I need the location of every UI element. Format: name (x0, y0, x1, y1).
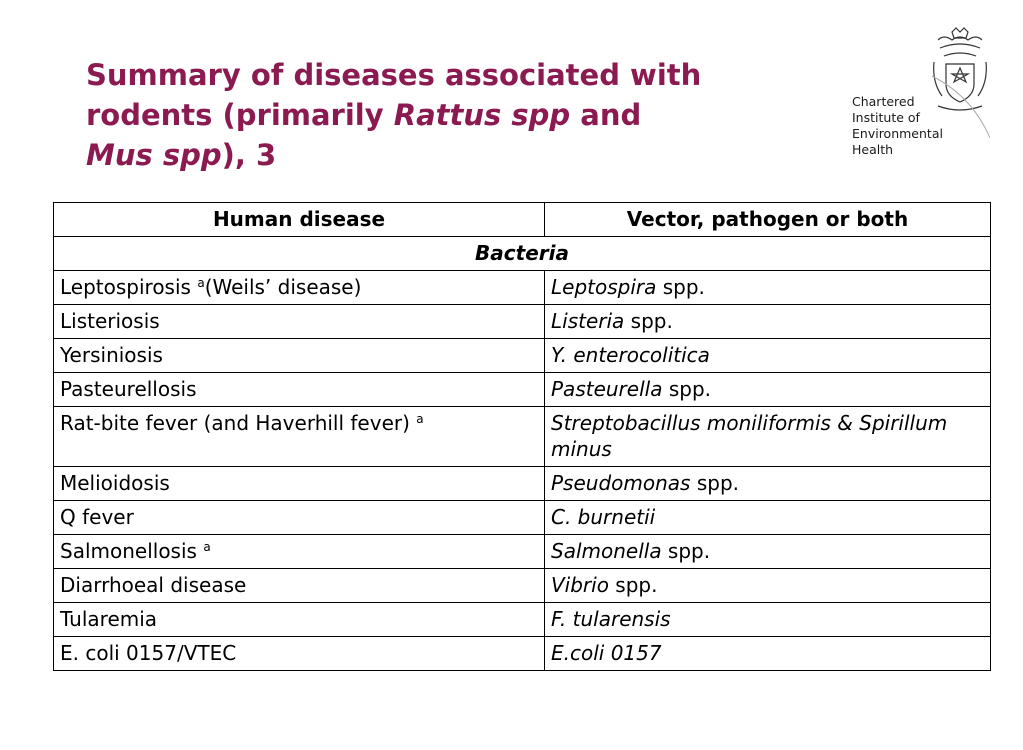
pathogen-name: E.coli 0157 (551, 641, 662, 665)
human-disease-cell (54, 637, 545, 671)
disease-name: Melioidosis (60, 471, 170, 495)
vector-pathogen-cell (545, 637, 991, 671)
group-label: Bacteria (54, 237, 991, 271)
human-disease-cell (54, 603, 545, 637)
table-row (54, 407, 991, 467)
org-name-line: Environmental (852, 126, 943, 141)
human-disease-cell (54, 467, 545, 501)
pathogen-name: Salmonella (551, 539, 662, 563)
human-disease-cell (54, 305, 545, 339)
pathogen-name: Streptobacillus moniliformis & Spirillum minus (551, 411, 948, 461)
pathogen-suffix: spp. (608, 573, 658, 597)
table-row (54, 467, 991, 501)
human-disease-cell (54, 339, 545, 373)
pathogen-name: Pasteurella (551, 377, 663, 401)
org-name-line: Chartered (852, 94, 915, 109)
footnote-marker: a (416, 412, 424, 426)
vector-pathogen-cell (545, 501, 991, 535)
pathogen-name: Vibrio (551, 573, 609, 597)
vector-pathogen-cell (545, 271, 991, 305)
title-genus-mus: Mus spp (86, 138, 222, 172)
disease-name: Listeriosis (60, 309, 160, 333)
vector-pathogen-cell (545, 535, 991, 569)
org-name-line: Institute of (852, 110, 920, 125)
slide-title (86, 55, 766, 175)
disease-name: Q fever (60, 505, 134, 529)
pathogen-name: Y. enterocolitica (551, 343, 710, 367)
table-row (54, 569, 991, 603)
vector-pathogen-cell (545, 467, 991, 501)
human-disease-cell (54, 407, 545, 467)
human-disease-cell (54, 373, 545, 407)
table-row (54, 603, 991, 637)
table-row (54, 339, 991, 373)
disease-name: Pasteurellosis (60, 377, 197, 401)
disease-name: Rat-bite fever (and Haverhill fever) (60, 411, 417, 435)
title-text: Summary of diseases associated with rodents (primarily (86, 58, 702, 132)
cieh-logo (848, 26, 998, 166)
table-header-row (54, 203, 991, 237)
vector-pathogen-cell (545, 339, 991, 373)
human-disease-cell (54, 501, 545, 535)
vector-pathogen-cell (545, 373, 991, 407)
disease-name: Tularemia (60, 607, 158, 631)
disease-name: Yersiniosis (60, 343, 163, 367)
table-row (54, 271, 991, 305)
disease-name: Salmonellosis (60, 539, 204, 563)
human-disease-cell (54, 535, 545, 569)
human-disease-cell (54, 271, 545, 305)
title-text-end: ), 3 (221, 138, 277, 172)
table-row (54, 305, 991, 339)
disease-name: E. coli 0157/VTEC (60, 641, 237, 665)
diseases-table (53, 202, 991, 671)
title-text-and: and (570, 98, 642, 132)
disease-name: Leptospirosis (60, 275, 198, 299)
human-disease-cell (54, 569, 545, 603)
organisation-name (852, 94, 943, 158)
pathogen-suffix: spp. (624, 309, 673, 333)
pathogen-suffix: spp. (661, 539, 711, 563)
pathogen-name: C. burnetii (551, 505, 656, 529)
table-row (54, 501, 991, 535)
disease-name: Diarrhoeal disease (60, 573, 247, 597)
table-row (54, 535, 991, 569)
pathogen-name: Pseudomonas (551, 471, 691, 495)
table-row (54, 373, 991, 407)
footnote-marker: a (203, 540, 211, 554)
column-header-human-disease: Human disease (54, 203, 545, 237)
group-row-bacteria (54, 237, 991, 271)
pathogen-suffix: spp. (690, 471, 739, 495)
title-genus-rattus: Rattus spp (393, 98, 571, 132)
column-header-vector: Vector, pathogen or both (545, 203, 991, 237)
pathogen-suffix: spp. (656, 275, 705, 299)
footnote-marker: a (197, 276, 205, 290)
pathogen-suffix: spp. (662, 377, 711, 401)
table-row (54, 637, 991, 671)
vector-pathogen-cell (545, 603, 991, 637)
pathogen-name: F. tularensis (551, 607, 671, 631)
vector-pathogen-cell (545, 407, 991, 467)
vector-pathogen-cell (545, 569, 991, 603)
vector-pathogen-cell (545, 305, 991, 339)
disease-name-suffix: (Weils’ disease) (204, 275, 362, 299)
pathogen-name: Leptospira (551, 275, 657, 299)
org-name-line: Health (852, 142, 894, 157)
pathogen-name: Listeria (551, 309, 625, 333)
